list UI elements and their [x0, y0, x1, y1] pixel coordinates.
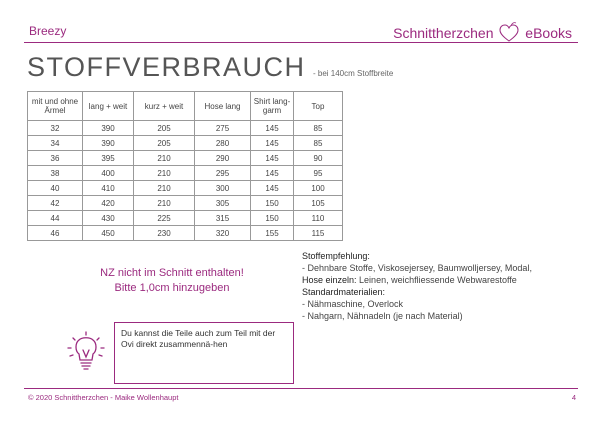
- column-header: mit und ohne Ärmel: [28, 92, 83, 121]
- table-cell: 95: [294, 166, 343, 181]
- header-divider: [24, 42, 578, 43]
- table-cell: 105: [294, 196, 343, 211]
- tip-text: Du kannst die Teile auch zum Teil mit der Ovi direkt zusammennä-hen: [121, 328, 276, 349]
- page-title: [27, 52, 393, 83]
- recommendation-line: - Dehnbare Stoffe, Viskosejersey, Baumwolljersey, Modal,: [302, 263, 532, 273]
- table-row: [28, 211, 343, 226]
- table-row: [28, 121, 343, 136]
- column-header: kurz + weit: [134, 92, 195, 121]
- table-cell: 275: [195, 121, 251, 136]
- brand-logo: [393, 22, 572, 44]
- seam-allowance-note: [60, 266, 284, 296]
- table-cell: 150: [251, 211, 294, 226]
- column-header: Shirt lang-garm: [251, 92, 294, 121]
- table-row: [28, 226, 343, 241]
- table-cell: 44: [28, 211, 83, 226]
- table-cell: 32: [28, 121, 83, 136]
- table-cell: 42: [28, 196, 83, 211]
- table-cell: 390: [83, 136, 134, 151]
- table-cell: 36: [28, 151, 83, 166]
- table-cell: 46: [28, 226, 83, 241]
- table-cell: 420: [83, 196, 134, 211]
- table-cell: 38: [28, 166, 83, 181]
- materials-heading: Standardmaterialien:: [302, 287, 386, 297]
- table-cell: 145: [251, 121, 294, 136]
- table-cell: 400: [83, 166, 134, 181]
- table-cell: 315: [195, 211, 251, 226]
- table-cell: 320: [195, 226, 251, 241]
- table-cell: 390: [83, 121, 134, 136]
- table-cell: 150: [251, 196, 294, 211]
- table-cell: 155: [251, 226, 294, 241]
- table-row: [28, 136, 343, 151]
- brand-name: Schnittherzchen: [393, 25, 494, 41]
- material-item: - Nähmaschine, Overlock: [302, 299, 404, 309]
- table-cell: 210: [134, 151, 195, 166]
- table-row: [28, 196, 343, 211]
- table-cell: 295: [195, 166, 251, 181]
- table-cell: 110: [294, 211, 343, 226]
- table-cell: 40: [28, 181, 83, 196]
- table-cell: 225: [134, 211, 195, 226]
- table-cell: 145: [251, 151, 294, 166]
- note-line: Bitte 1,0cm hinzugeben: [114, 282, 230, 294]
- recommendation-heading: Stoffempfehlung:: [302, 251, 370, 261]
- table-cell: 85: [294, 121, 343, 136]
- table-cell: 430: [83, 211, 134, 226]
- column-header: Top: [294, 92, 343, 121]
- hose-line: [302, 274, 587, 286]
- table-cell: 450: [83, 226, 134, 241]
- table-cell: 145: [251, 136, 294, 151]
- hose-label: Hose einzeln:: [302, 275, 357, 285]
- table-cell: 300: [195, 181, 251, 196]
- hose-text: Leinen, weichfliessende Webwarestoffe: [356, 275, 517, 285]
- table-cell: 410: [83, 181, 134, 196]
- table-cell: 115: [294, 226, 343, 241]
- title-subtitle: - bei 140cm Stoffbreite: [312, 69, 394, 78]
- table-cell: 210: [134, 196, 195, 211]
- table-row: [28, 166, 343, 181]
- footer-copyright: © 2020 Schnittherzchen - Maike Wollenhaupt: [28, 393, 179, 402]
- fabric-consumption-table: [27, 91, 343, 241]
- fabric-recommendation: [302, 250, 587, 322]
- table-cell: 100: [294, 181, 343, 196]
- table-cell: 210: [134, 166, 195, 181]
- table-row: [28, 151, 343, 166]
- footer-divider: [24, 388, 578, 389]
- table-cell: 230: [134, 226, 195, 241]
- lightbulb-icon: [66, 330, 106, 374]
- table-cell: 290: [195, 151, 251, 166]
- material-item: - Nahgarn, Nähnadeln (je nach Material): [302, 311, 463, 321]
- table-cell: 205: [134, 136, 195, 151]
- table-cell: 145: [251, 166, 294, 181]
- column-header: Hose lang: [195, 92, 251, 121]
- table-cell: 205: [134, 121, 195, 136]
- document-label: Breezy: [29, 24, 67, 38]
- brand-suffix: eBooks: [525, 25, 572, 41]
- table-cell: 305: [195, 196, 251, 211]
- tip-box: [114, 322, 294, 384]
- table-cell: 34: [28, 136, 83, 151]
- table-cell: 395: [83, 151, 134, 166]
- table-cell: 210: [134, 181, 195, 196]
- table-cell: 85: [294, 136, 343, 151]
- page-number: 4: [571, 393, 576, 402]
- column-header: lang + weit: [83, 92, 134, 121]
- table-cell: 145: [251, 181, 294, 196]
- note-line: NZ nicht im Schnitt enthalten!: [100, 267, 244, 279]
- table-row: [28, 181, 343, 196]
- table-cell: 90: [294, 151, 343, 166]
- table-header-row: [28, 92, 343, 121]
- heart-icon: [498, 22, 520, 44]
- table-cell: 280: [195, 136, 251, 151]
- title-main: STOFFVERBRAUCH: [27, 52, 306, 82]
